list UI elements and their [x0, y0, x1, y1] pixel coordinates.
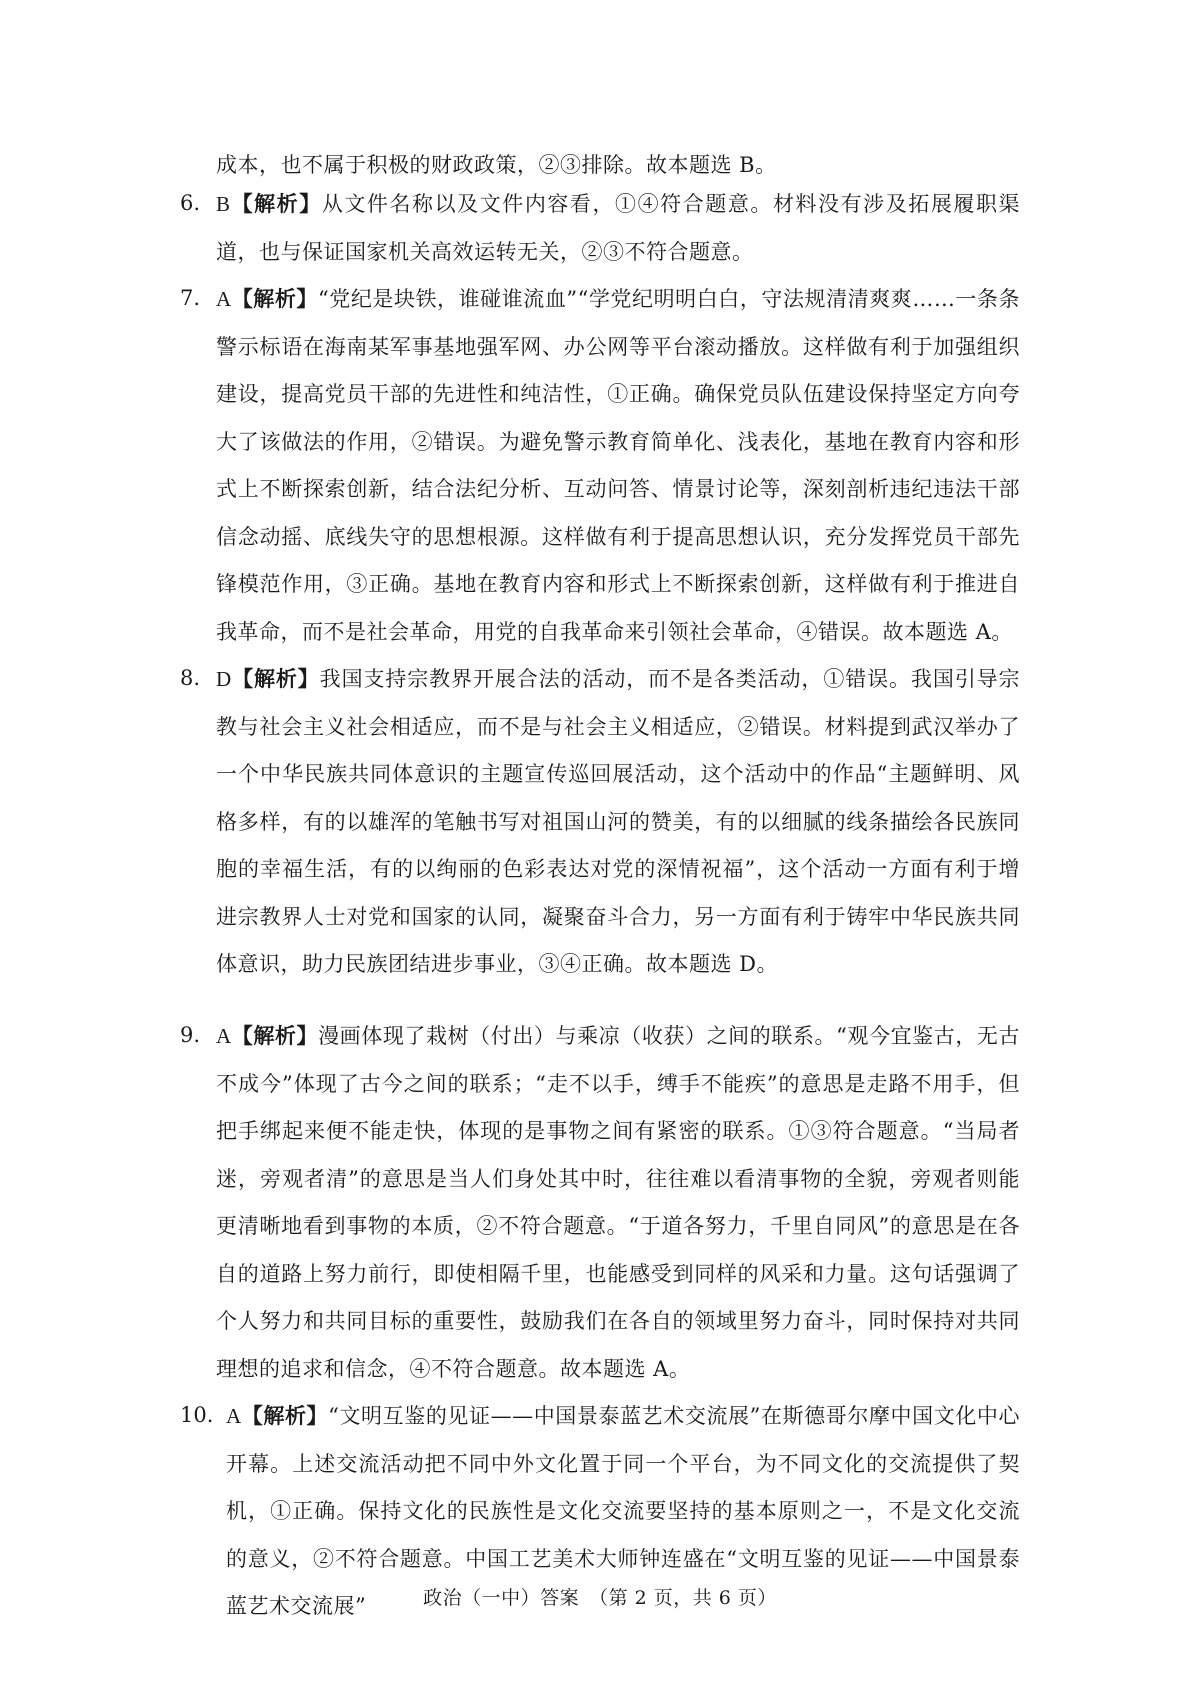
item-answer: D: [216, 667, 232, 691]
item-body: [216, 275, 1020, 656]
item-number: 7.: [180, 286, 201, 310]
item-tag: 【解析】: [241, 1403, 329, 1428]
answer-item-6: [180, 180, 1020, 276]
item-tag: 【解析】: [230, 191, 322, 216]
answer-item-7: [180, 275, 1020, 656]
item-answer: A: [226, 1404, 242, 1428]
item-number: 6.: [180, 191, 201, 215]
item-number: 8.: [180, 666, 201, 690]
item-body: [216, 1012, 1020, 1393]
item-number: 10.: [180, 1403, 214, 1427]
continuation-text: 成本，也不属于积极的财政政策，②③排除。故本题选 B。: [216, 153, 777, 177]
item-body: [216, 180, 1020, 276]
item-explanation: 从文件名称以及文件内容看，①④符合题意。材料没有涉及拓展履职渠道，也与保证国家机关高效运转无关，②③不符合题意。: [216, 192, 1021, 264]
item-tag: 【解析】: [231, 1023, 319, 1048]
page-footer: 政治（一中）答案 （第 2 页，共 6 页）: [423, 1587, 777, 1609]
answer-item-9: [180, 1012, 1020, 1393]
item-tag: 【解析】: [231, 286, 318, 311]
item-explanation: “文明互鉴的见证——中国景泰蓝艺术交流展”在斯德哥尔摩中国文化中心开幕。上述交流活动把不同中外文化置于同一个平台，为不同文化的交流提供了契机，①正确。保持文化的民族性是文化交流要坚持的基本原则之一，不是文化交流的意义，②不符合题意。中国工艺美术大师钟连盛在“文明互鉴的见证——中国景泰蓝艺术交流展”: [226, 1404, 1020, 1618]
item-explanation: “党纪是块铁，谁碰谁流血”“学党纪明明白白，守法规清清爽爽……一条条警示标语在海南某军事基地强军网、办公网等平台滚动播放。这样做有利于加强组织建设，提高党员干部的先进性和纯洁性，①正确。确保党员队伍建设保持坚定方向夸大了该做法的作用，②错误。为避免警示教育简单化、浅表化，基地在教育内容和形式上不断探索创新，结合法纪分析、互动问答、情景讨论等，深刻剖析违纪违法干部信念动摇、底线失守的思想根源。这样做有利于提高思想认识，充分发挥党员干部先锋模范作用，③正确。基地在教育内容和形式上不断探索创新，这样做有利于推进自我革命，而不是社会革命，用党的自我革命来引领社会革命，④错误。故本题选 A。: [216, 287, 1020, 644]
item-answer: A: [216, 1024, 232, 1048]
answer-item-8: [180, 655, 1020, 989]
item-tag: 【解析】: [231, 666, 320, 691]
item-number: 9.: [180, 1023, 201, 1047]
item-explanation: 我国支持宗教界开展合法的活动，而不是各类活动，①错误。我国引导宗教与社会主义社会相适应，而不是与社会主义相适应，②错误。材料提到武汉举办了一个中华民族共同体意识的主题宣传巡回展活动，这个活动中的作品“主题鲜明、风格多样，有的以雄浑的笔触书写对祖国山河的赞美，有的以细腻的线条描绘各民族同胞的幸福生活，有的以绚丽的色彩表达对党的深情祝福”，这个活动一方面有利于增进宗教界人士对党和国家的认同，凝聚奋斗合力，另一方面有利于铸牢中华民族共同体意识，助力民族团结进步事业，③④正确。故本题选 D。: [216, 667, 1021, 976]
item-explanation: 漫画体现了栽树（付出）与乘凉（收获）之间的联系。“观今宜鉴古，无古不成今”体现了古今之间的联系；“走不以手，缚手不能疾”的意思是走路不用手，但把手绑起来便不能走快，体现的是事物之间有紧密的联系。①③符合题意。“当局者迷，旁观者清”的意思是当人们身处其中时，往往难以看清事物的全貌，旁观者则能更清晰地看到事物的本质，②不符合题意。“于道各努力，千里自同风”的意思是在各自的道路上努力前行，即使相隔千里，也能感受到同样的风采和力量。这句话强调了个人努力和共同目标的重要性，鼓励我们在各自的领域里努力奋斗，同时保持对共同理想的追求和信念，④不符合题意。故本题选 A。: [216, 1024, 1021, 1381]
item-body: [216, 655, 1020, 989]
item-answer: A: [216, 287, 232, 311]
item-answer: B: [216, 192, 231, 216]
